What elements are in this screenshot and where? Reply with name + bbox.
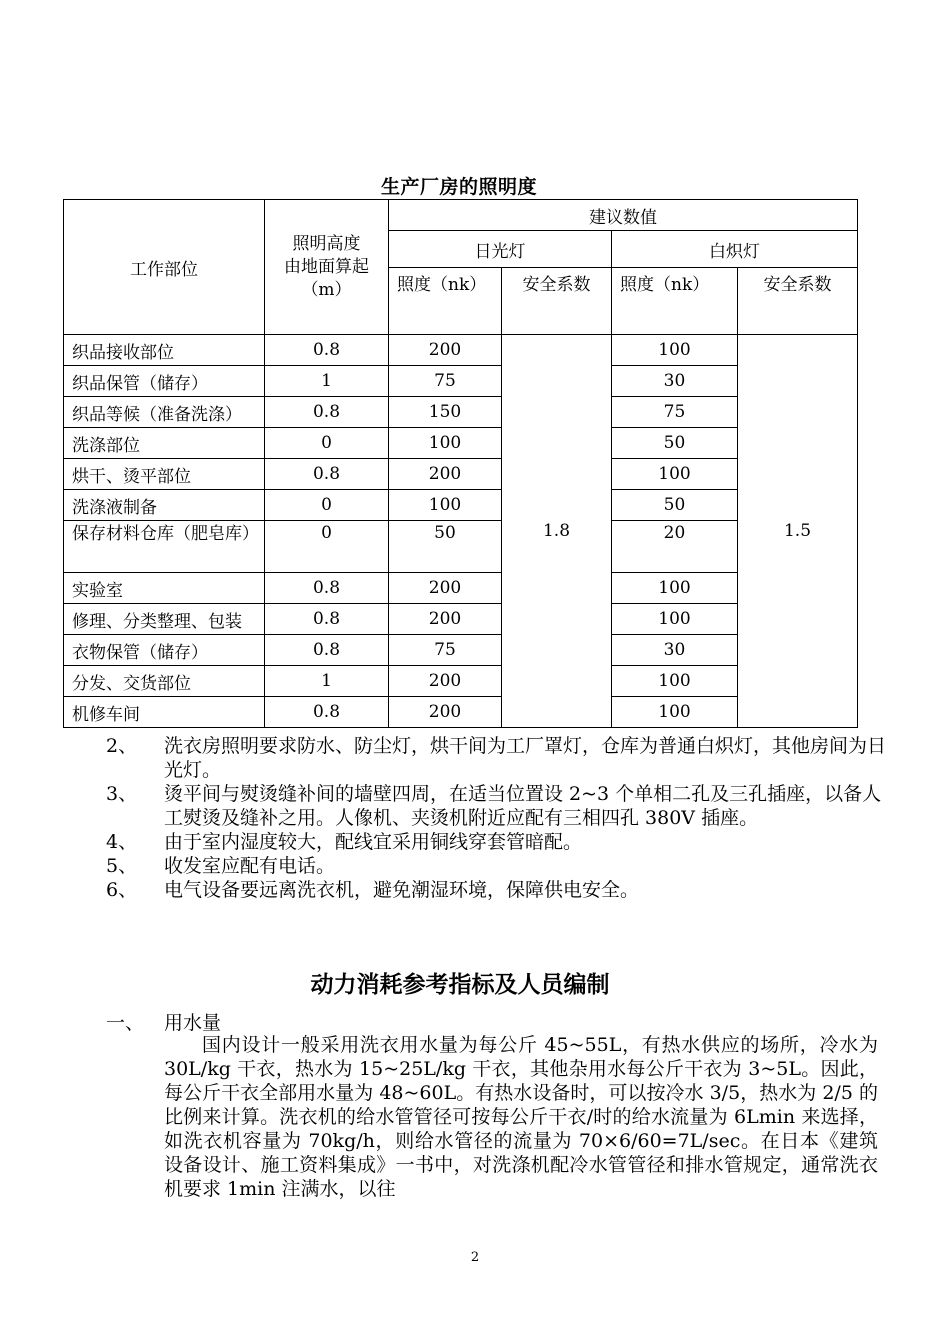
incandescent-safety-value: 1.5	[738, 335, 858, 728]
header-work-area: 工作部位	[64, 200, 265, 335]
table-row: 织品接收部位 0.8 200 1.8 100 1.5	[64, 335, 858, 366]
header-fluorescent: 日光灯	[389, 231, 612, 268]
list-item: 5、 收发室应配有电话。	[106, 855, 336, 877]
list-item: 2、 洗衣房照明要求防水、防尘灯，烘干间为工厂罩灯，仓库为普通白炽灯，其他房间为日光灯。	[106, 735, 887, 781]
table-row: 洗涤液制备 0 100 50	[64, 490, 858, 521]
header-fl-illuminance: 照度（nk）	[389, 268, 502, 335]
list-item: 3、 烫平间与熨烫缝补间的墙壁四周，在适当位置设 2~3 个单相二孔及三孔插座，以备人工熨烫及缝补之用。人像机、夹烫机附近应配有三相四孔 380V 插座。	[106, 783, 882, 829]
table-row: 烘干、烫平部位 0.8 200 100	[64, 459, 858, 490]
table-row: 织品保管（储存） 1 75 30	[64, 366, 858, 397]
header-inc-safety: 安全系数	[738, 268, 858, 335]
section-title: 动力消耗参考指标及人员编制	[310, 972, 610, 998]
list-item: 6、 电气设备要远离洗衣机，避免潮湿环境，保障供电安全。	[106, 879, 640, 901]
list-item: 4、 由于室内湿度较大，配线宜采用铜线穿套管暗配。	[106, 831, 583, 853]
lighting-requirements-list	[106, 734, 886, 902]
water-usage-paragraph: 国内设计一般采用洗衣用水量为每公斤 45~55L，有热水供应的场所，冷水为 30L/kg 干衣，热水为 15~25L/kg 干衣，其他杂用水每公斤干衣为 3~5L。因此，每公斤干衣全部用水量为 48~60L。有热水设备时，可以按冷水 3/5，热水为 2/5 的比例来计算。洗衣机的给水管管径可按每公斤干衣/时的给水流量为 6Lmin 来选择，如洗衣机容量为 70kg/h，则给水管径的流量为 70×6/60=7L/sec。在日本《建筑设备设计、施工资料集成》一书中，对洗涤机配冷水管管径和排水管规定，通常洗衣机要求 1min 注满水，以往	[164, 1034, 878, 1200]
fluorescent-safety-value: 1.8	[502, 335, 612, 728]
illuminance-table	[63, 199, 858, 728]
table-row: 机修车间 0.8 200 100	[64, 697, 858, 728]
page-number: 2	[470, 1250, 480, 1265]
table-row: 保存材料仓库（肥皂库） 0 50 20	[64, 521, 858, 573]
header-recommended: 建议数值	[389, 200, 858, 231]
table-row: 修理、分类整理、包装 0.8 200 100	[64, 604, 858, 635]
header-fl-safety: 安全系数	[502, 268, 612, 335]
table-row: 衣物保管（储存） 0.8 75 30	[64, 635, 858, 666]
header-incandescent: 白炽灯	[612, 231, 858, 268]
table-row: 分发、交货部位 1 200 100	[64, 666, 858, 697]
table-title: 生产厂房的照明度	[380, 176, 537, 198]
table-row: 织品等候（准备洗涤） 0.8 150 75	[64, 397, 858, 428]
header-height: 照明高度 由地面算起 （m）	[265, 200, 389, 335]
table-row: 洗涤部位 0 100 50	[64, 428, 858, 459]
header-inc-illuminance: 照度（nk）	[612, 268, 738, 335]
table-row: 实验室 0.8 200 100	[64, 573, 858, 604]
